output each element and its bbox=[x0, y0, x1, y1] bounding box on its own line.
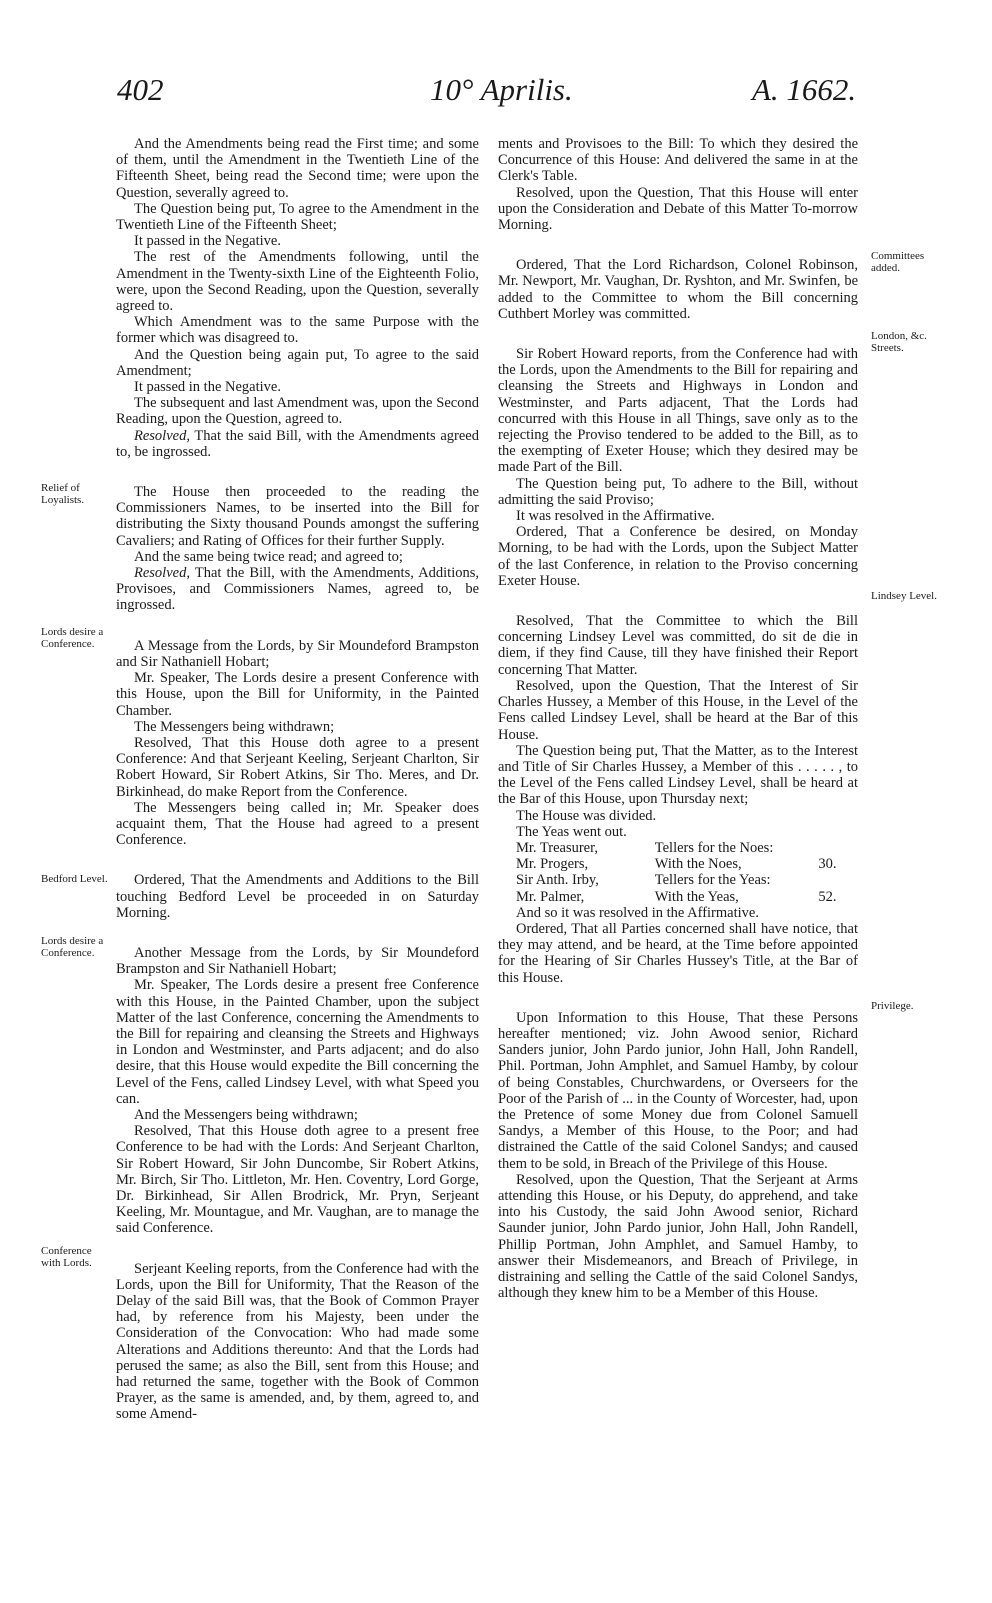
tellers-table bbox=[516, 840, 858, 905]
margin-note-conference-with-lords: Conference with Lords. bbox=[41, 1245, 92, 1269]
margin-note-relief: Relief of Loyalists. bbox=[41, 482, 85, 506]
teller-role: Tellers for the Yeas: bbox=[654, 872, 771, 889]
margin-note-london: London, &c. Streets. bbox=[871, 330, 927, 354]
paragraph: Serjeant Keeling reports, from the Conference had with the Lords, upon the Bill for Uniformity, That the Reason of the Delay of the said Bill was, that the Book of Common Prayer had, by reference from his Majesty, been under the Consideration of the Convocation: Who had made some Alterations and Additions thereunto: And that the Lords had perused the same; as also the Bill, sent from this House; and had returned the same, together with the Book of Common Prayer, as the same is amended, and, by them, agreed to, and some Amend- bbox=[116, 1260, 479, 1423]
teller-count bbox=[818, 872, 858, 888]
resolved-label: Resolved, bbox=[134, 565, 190, 582]
paragraph: The Question being put, To adhere to the Bill, without admitting the said Proviso; bbox=[498, 475, 858, 508]
paragraph: Another Message from the Lords, by Sir Moundeford Brampston and Sir Nathaniell Hobart; bbox=[116, 944, 479, 978]
paragraph: Resolved, That the Committee to which the Bill concerning Lindsey Level was committed, do sit de die in diem, if they find Cause, till they have finished their Report concerning That Matter. bbox=[498, 613, 858, 678]
margin-note-lords-conference: Lords desire a Conference. bbox=[41, 626, 104, 650]
paragraph: Sir Robert Howard reports, from the Conference had with the Lords, upon the Amendments to the Bill for repairing and cleansing the Streets and Highways in London and Westminster, and Parts adjacent, That the Lords had concurred with this House in all Things, save only as to the rejecting the Proviso tendered to be added to the Bill, as to the exempting of Exeter House; which they desired may be made Part of the Bill. bbox=[498, 346, 858, 476]
teller-count bbox=[818, 840, 858, 856]
page-number: 402 bbox=[117, 72, 164, 107]
paragraph: Resolved, upon the Question, That the Interest of Sir Charles Hussey, a Member of this House, in the Level of the Fens called Lindsey Level, shall be heard at the Bar of this House. bbox=[498, 677, 858, 743]
resolution-text: That the said Bill, with the Amendments agreed to, be ingrossed. bbox=[116, 427, 479, 460]
teller-name: Mr. Palmer, bbox=[516, 888, 585, 905]
paragraph: And the Amendments being read the First time; and some of them, until the Amendment in the Twentieth Line of the Fifteenth Sheet, being read the Second time; were upon the Question, severally agreed to. bbox=[116, 136, 479, 201]
paragraph: The Yeas went out. bbox=[516, 823, 627, 840]
paragraph: The subsequent and last Amendment was, upon the Second Reading, upon the Question, agreed to. bbox=[116, 395, 479, 428]
teller-count: 52. bbox=[818, 888, 837, 905]
margin-note-privilege: Privilege. bbox=[871, 1000, 914, 1012]
page-year: A. 1662. bbox=[752, 72, 857, 107]
paragraph: Mr. Speaker, The Lords desire a present free Conference with this House, in the Painted Chamber, upon the subject Matter of the last Conference, concerning the Amendments to the Bill for repairing and cleansing the Streets and Highways in London and Westminster, and Parts adjacent; and do also desire, that this House would expedite the Bill concerning the Level of the Fens, called Lindsey Level, with what Speed you can. bbox=[116, 977, 479, 1107]
left-column bbox=[116, 136, 479, 1423]
resolution-text: That the Bill, with the Amendments, Additions, Provisoes, and Commissioners Names, agreed to, be ingrossed. bbox=[116, 565, 479, 614]
teller-name: Mr. Treasurer, bbox=[516, 839, 598, 856]
paragraph: The rest of the Amendments following, until the Amendment in the Twenty-sixth Line of the Eighteenth Folio, were, upon the Second Reading, upon the Question, severally agreed to. bbox=[116, 249, 479, 315]
teller-count: 30. bbox=[818, 856, 837, 873]
teller-row bbox=[516, 889, 858, 905]
teller-row bbox=[516, 840, 858, 856]
paragraph: The Question being put, That the Matter, as to the Interest and Title of Sir Charles Hussey, a Member of this . . . . . , to the Level of the Fens called Lindsey Level, shall be heard at the Bar of this House, upon Thursday next; bbox=[498, 742, 858, 808]
paragraph: The Messengers being withdrawn; bbox=[134, 718, 335, 735]
paragraph: The House then proceeded to the reading the Commissioners Names, to be inserted into the Bill for distributing the Sixty thousand Pounds amongst the suffering Cavaliers; and Rating of Offices for their further Supply. bbox=[116, 484, 479, 549]
teller-role: Tellers for the Noes: bbox=[654, 839, 774, 856]
margin-note-committees: Committees added. bbox=[871, 250, 925, 274]
paragraph: And the same being twice read; and agreed to; bbox=[134, 548, 403, 565]
paragraph: It passed in the Negative. bbox=[134, 233, 281, 250]
paragraph: Ordered, That all Parties concerned shall have notice, that they may attend, and be heard, at the Time before appointed for the Hearing of Sir Charles Hussey's Title, at the Bar of this House. bbox=[498, 920, 858, 986]
paragraph: And the Question being again put, To agree to the said Amendment; bbox=[116, 346, 479, 379]
paragraph: Ordered, That the Lord Richardson, Colonel Robinson, Mr. Newport, Mr. Vaughan, Dr. Ryshton, and Mr. Swinfen, be added to the Committee to whom the Bill concerning Cuthbert Morley was committed. bbox=[498, 257, 858, 322]
right-column bbox=[498, 136, 858, 1301]
paragraph bbox=[116, 428, 479, 460]
page-header bbox=[0, 72, 992, 132]
paragraph: ments and Provisoes to the Bill: To which they desired the Concurrence of this House: And delivered the same in at the Clerk's Table. bbox=[498, 136, 858, 185]
teller-name: Mr. Progers, bbox=[516, 856, 589, 873]
teller-row bbox=[516, 872, 858, 888]
teller-role: With the Noes, bbox=[654, 856, 742, 873]
paragraph: It was resolved in the Affirmative. bbox=[516, 508, 715, 525]
paragraph: Resolved, That this House doth agree to a present free Conference to be had with the Lords: And Serjeant Charlton, Sir Robert Howard, Sir John Duncombe, Sir Robert Atkins, Mr. Birch, Sir Tho. Littleton, Mr. Hen. Coventry, Lord Gorge, Dr. Birkinhead, Sir Allen Brodrick, Mr. Pryn, Serjeant Keeling, Mr. Mountague, and Mr. Vaughan, are to manage the said Conference. bbox=[116, 1123, 479, 1237]
paragraph: Which Amendment was to the same Purpose with the former which was disagreed to. bbox=[116, 314, 479, 347]
page-date: 10° Aprilis. bbox=[430, 72, 573, 107]
paragraph: Mr. Speaker, The Lords desire a present Conference with this House, upon the Bill for Uniformity, in the Painted Chamber. bbox=[116, 670, 479, 719]
teller-role: With the Yeas, bbox=[654, 888, 739, 905]
margin-note-bedford: Bedford Level. bbox=[41, 873, 108, 885]
paragraph: Upon Information to this House, That these Persons hereafter mentioned; viz. John Awood senior, Richard Sanders junior, John Pardo junior, John Hall, John Randell, Phil. Portman, John Amphlet, and Samuel Hamby, by colour of being Constables, Churchwardens, or Overseers for the Poor of the Parish of ... in the County of Worcester, had, upon the Pretence of some Money due from Colonel Samuell Sandys, a Member of this House, to the Poor; and had distrained the Cattle of the said Colonel Sandys; and caused them to be sold, in Breach of the Privilege of this House. bbox=[498, 1009, 858, 1172]
paragraph: And the Messengers being withdrawn; bbox=[134, 1106, 358, 1123]
paragraph: It passed in the Negative. bbox=[134, 379, 281, 396]
resolved-label: Resolved, bbox=[134, 427, 190, 444]
paragraph: Resolved, upon the Question, That the Serjeant at Arms attending this House, or his Deputy, do apprehend, and take into his Custody, the said John Awood senior, Richard Saunder junior, John Pardo junior, John Hall, John Randell, Phillip Portman, John Amphlet, and Samuel Hamby, to answer their Misdemeanors, and Breach of Privilege, in distraining and selling the Cattle of the said Colonel Sandys, although they knew him to be a Member of this House. bbox=[498, 1171, 858, 1302]
margin-note-lords-conference-2: Lords desire a Conference. bbox=[41, 935, 104, 959]
paragraph bbox=[116, 565, 479, 614]
paragraph: The Question being put, To agree to the Amendment in the Twentieth Line of the Fifteenth Sheet; bbox=[116, 200, 479, 234]
margin-note-lindsey: Lindsey Level. bbox=[871, 590, 937, 602]
paragraph: A Message from the Lords, by Sir Moundeford Brampston and Sir Nathaniell Hobart; bbox=[116, 637, 479, 670]
paragraph: Resolved, That this House doth agree to a present Conference: And that Serjeant Keeling, Serjeant Charlton, Sir Robert Howard, Sir Robert Atkins, Sir Tho. Meres, and Dr. Birkinhead, do make Report from the Conference. bbox=[116, 734, 479, 800]
paragraph: The Messengers being called in; Mr. Speaker does acquaint them, That the House had agreed to a present Conference. bbox=[116, 799, 479, 849]
paragraph: Resolved, upon the Question, That this House will enter upon the Consideration and Debate of this Matter To-morrow Morning. bbox=[498, 184, 858, 234]
teller-name: Sir Anth. Irby, bbox=[516, 872, 599, 889]
paragraph: And so it was resolved in the Affirmative. bbox=[516, 904, 759, 921]
paragraph: Ordered, That the Amendments and Additions to the Bill touching Bedford Level be proceeded in on Saturday Morning. bbox=[116, 872, 479, 921]
paragraph: Ordered, That a Conference be desired, on Monday Morning, to be had with the Lords, upon the Subject Matter of the last Conference, in relation to the Proviso concerning Exeter House. bbox=[498, 524, 858, 589]
paragraph: The House was divided. bbox=[516, 807, 657, 824]
teller-row bbox=[516, 856, 858, 872]
